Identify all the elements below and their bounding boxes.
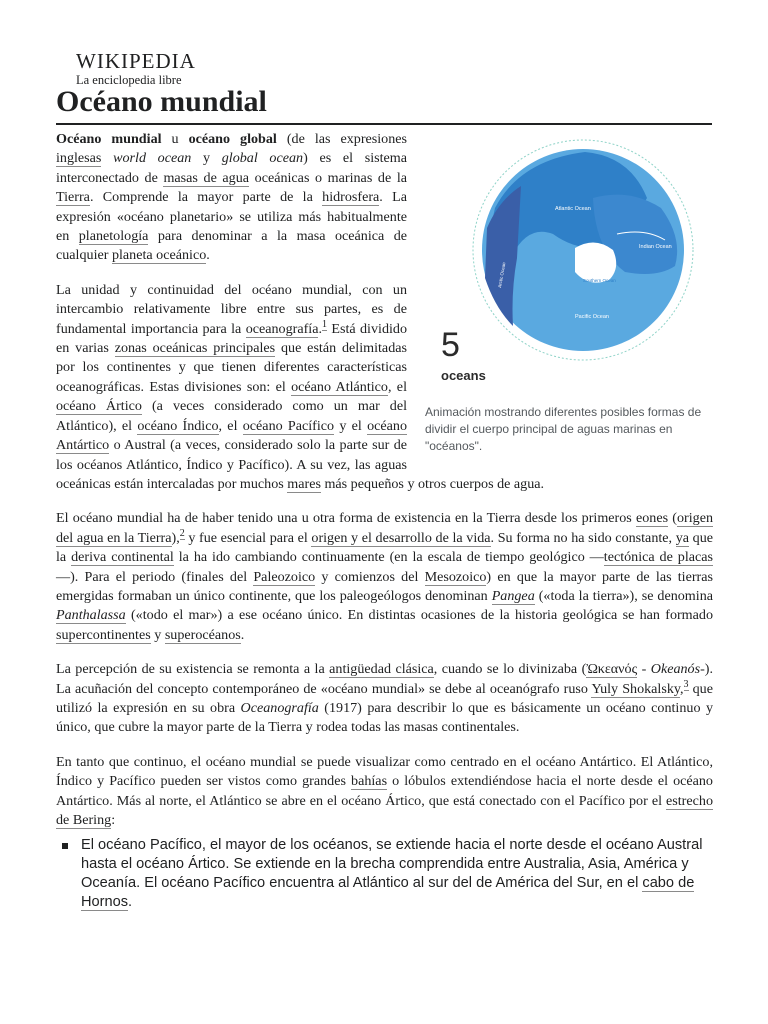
paragraph-history <box>56 509 713 645</box>
link-oceanografia[interactable]: oceanografía <box>245 320 319 337</box>
italic-term: global ocean <box>221 150 304 167</box>
text: que están delimitadas por los continentes y que tienen diferentes características oceanográficas. Estas divisiones son: el <box>56 340 407 395</box>
text: . La expresión «océano planetario» se utiliza más habitualmente en <box>56 189 407 245</box>
link-deriva-continental[interactable]: deriva continental <box>71 549 174 566</box>
paragraph-continuous <box>56 753 713 831</box>
bullet-icon <box>62 843 68 849</box>
text: . <box>318 320 322 337</box>
text: y <box>150 626 165 643</box>
link-cabo-hornos[interactable]: cabo de Hornos <box>81 875 695 911</box>
text: , cuando se lo divinizaba ( <box>433 661 587 678</box>
text: («toda la tierra»), se denomina <box>534 587 713 604</box>
reference-1[interactable]: 1 <box>322 318 327 330</box>
text: : <box>111 812 116 828</box>
italic-term: world ocean <box>113 150 192 167</box>
italic-term: Oceanografía <box>240 699 319 716</box>
text: para denominar a la masa oceánica de cualquier <box>56 228 407 264</box>
text: (1917) para describir lo que es básicamente un océano continuo y único, que cubre la mayor parte de la Tierra y rodea todas las masas continentales. <box>56 699 713 736</box>
link-okeanos-greek[interactable]: Ὠκεανός <box>586 661 638 678</box>
figure-caption: Animación mostrando diferentes posibles formas de dividir el cuerpo principal de aguas marinas en "océanos". <box>425 405 702 454</box>
text: y comienzos del <box>315 568 425 585</box>
wikipedia-logo[interactable] <box>76 50 196 87</box>
link-oceano-artico[interactable]: océano Ártico <box>56 398 142 415</box>
text: y fue esencial para el <box>184 529 312 546</box>
text: —). Para el periodo (finales del <box>56 568 254 585</box>
map-label-pacific: Pacific Ocean <box>575 314 609 320</box>
antarctica-shape <box>575 242 616 282</box>
link-planeta-oceanico[interactable]: planeta oceánico <box>111 247 207 264</box>
text: u <box>161 131 189 147</box>
reference-3[interactable]: 3 <box>683 678 689 690</box>
text: o Austral (a veces, considerado solo la parte sur de los océanos Atlántico, Índico y Pacífico). A su vez, las aguas oceánicas están intercaladas por muchos <box>56 437 407 492</box>
text: , el <box>218 417 243 434</box>
link-eones[interactable]: eones <box>636 510 669 527</box>
text: y <box>191 150 222 167</box>
logo-wordmark: WIKIPEDIA <box>76 49 196 73</box>
text: («todo el mar») a ese océano único. En distintas ocasiones de la historia geológica se han formado <box>125 607 713 624</box>
link-origen-agua[interactable]: origen del agua en la Tierra <box>56 510 714 546</box>
list-item <box>81 836 713 912</box>
text: . Su forma no ha sido constante, <box>490 529 676 546</box>
text: En tanto que continuo, el océano mundial se puede visualizar como centrado en el océano Antártico. El Atlántico, Índico y Pacífico pueden ser vistos como grandes <box>56 753 713 790</box>
ocean-list <box>56 836 713 912</box>
bold-term: océano global <box>188 131 277 147</box>
title-rule <box>56 123 712 125</box>
text: ) es el sistema interconectado de <box>56 150 408 186</box>
link-tectonica-placas[interactable]: tectónica de placas <box>603 549 713 566</box>
text: - <box>637 661 651 678</box>
text: La unidad y continuidad del océano mundial, con un intercambio relativamente libre entre sus partes, es de fundamental importancia para la <box>56 281 407 337</box>
link-inglesas[interactable]: inglesas <box>56 150 102 167</box>
link-masas-de-agua[interactable]: masas de agua <box>163 169 250 186</box>
link-mares[interactable]: mares <box>287 475 321 492</box>
text: , <box>680 680 684 697</box>
text: . <box>128 894 133 911</box>
link-hidrosfera[interactable]: hidrosfera <box>322 189 380 206</box>
text: que la <box>56 529 714 566</box>
text: . Comprende la mayor parte de la <box>89 189 323 206</box>
link-oceano-indico[interactable]: océano Índico <box>137 417 219 434</box>
text <box>101 150 113 166</box>
link-paleozoico[interactable]: Paleozoico <box>253 568 316 585</box>
paragraph-perception <box>56 660 713 738</box>
text: o lóbulos extendiéndose hacia el norte desde el océano Antártico. Más al norte, el Atlántico se abre en el océano Ártico, que está conectado con el Pacífico por el <box>56 773 713 809</box>
text: El océano Pacífico, el mayor de los océanos, se extiende hacia el norte desde el océano Austral hasta el océano Ártico. Se extiende en la brecha comprendida entre Australia, Asia, América y Oceanía. El océano Pacífico encuentra al Atlántico al sur del de América del Sur, en el <box>81 837 703 892</box>
figure-word: oceans <box>441 368 486 383</box>
text: más pequeños y otros cuerpos de agua. <box>320 475 545 492</box>
link-superoceanos[interactable]: superocéanos <box>164 626 241 643</box>
link-supercontinentes[interactable]: supercontinentes <box>56 626 151 643</box>
link-yuly-shokalsky[interactable]: Yuly Shokalsky <box>591 680 681 697</box>
italic-term: Okeanós <box>650 661 701 678</box>
map-label-atlantic: Atlantic Ocean <box>555 206 591 212</box>
link-estrecho-bering[interactable]: estrecho de Bering <box>56 792 713 828</box>
ocean-figure <box>425 138 713 456</box>
link-antiguedad-clasica[interactable]: antigüedad clásica <box>329 661 434 678</box>
map-label-arctic: Arctic Ocean <box>497 261 507 289</box>
link-planetologia[interactable]: planetología <box>78 228 149 245</box>
link-origen-vida[interactable]: origen y el desarrollo de la vida <box>311 529 491 546</box>
text: , el <box>387 378 407 395</box>
link-zonas-oceanicas[interactable]: zonas oceánicas principales <box>114 340 276 357</box>
text: oceánicas o marinas de la <box>249 169 407 186</box>
link-ya[interactable]: ya <box>675 529 690 546</box>
text: ), <box>171 529 180 546</box>
text: que utilizó la expresión en su obra <box>56 680 713 716</box>
text: . <box>240 626 245 643</box>
link-pangea[interactable]: Pangea <box>491 587 535 604</box>
reference-2[interactable]: 2 <box>179 528 185 540</box>
link-oceano-atlantico[interactable]: océano Atlántico <box>291 378 388 395</box>
link-bahias[interactable]: bahías <box>351 773 388 790</box>
logo-tagline: La enciclopedia libre <box>76 73 182 87</box>
text: . <box>206 247 210 264</box>
text: El océano mundial ha de haber tenido una u otra forma de existencia en la Tierra desde los primeros <box>56 510 636 527</box>
text: ( <box>668 510 677 527</box>
text: (a veces considerado como un mar del Atlántico), el <box>56 398 408 434</box>
text: la ha ido cambiando continuamente (en la escala de tiempo geológico — <box>173 549 604 566</box>
link-tierra[interactable]: Tierra <box>56 189 90 206</box>
link-mesozoico[interactable]: Mesozoico <box>424 568 487 585</box>
link-panthalassa[interactable]: Panthalassa <box>56 607 126 624</box>
text: (de las expresiones <box>276 131 408 147</box>
map-label-southern: Southern Ocean <box>583 278 616 283</box>
article-body <box>56 130 713 912</box>
link-oceano-pacifico[interactable]: océano Pacífico <box>242 417 335 434</box>
text: -). La acuñación del concepto contemporáneo de «océano mundial» se debe al oceanógrafo ruso <box>56 661 714 697</box>
map-label-indian: Indian Ocean <box>639 244 672 250</box>
bold-term: Océano mundial <box>56 131 162 147</box>
ocean-map-image[interactable] <box>425 138 713 400</box>
figure-number: 5 <box>441 326 460 364</box>
link-oceano-antartico[interactable]: océano Antártico <box>56 417 408 454</box>
text: Está dividido en varias <box>56 320 407 357</box>
text: y el <box>334 417 368 434</box>
page-title: Océano mundial <box>56 85 267 118</box>
text: La percepción de su existencia se remonta a la <box>56 661 330 678</box>
text: ) en que la mayor parte de las tierras emergidas formaban un único continente, que los paleogeólogos denominan <box>56 568 713 604</box>
